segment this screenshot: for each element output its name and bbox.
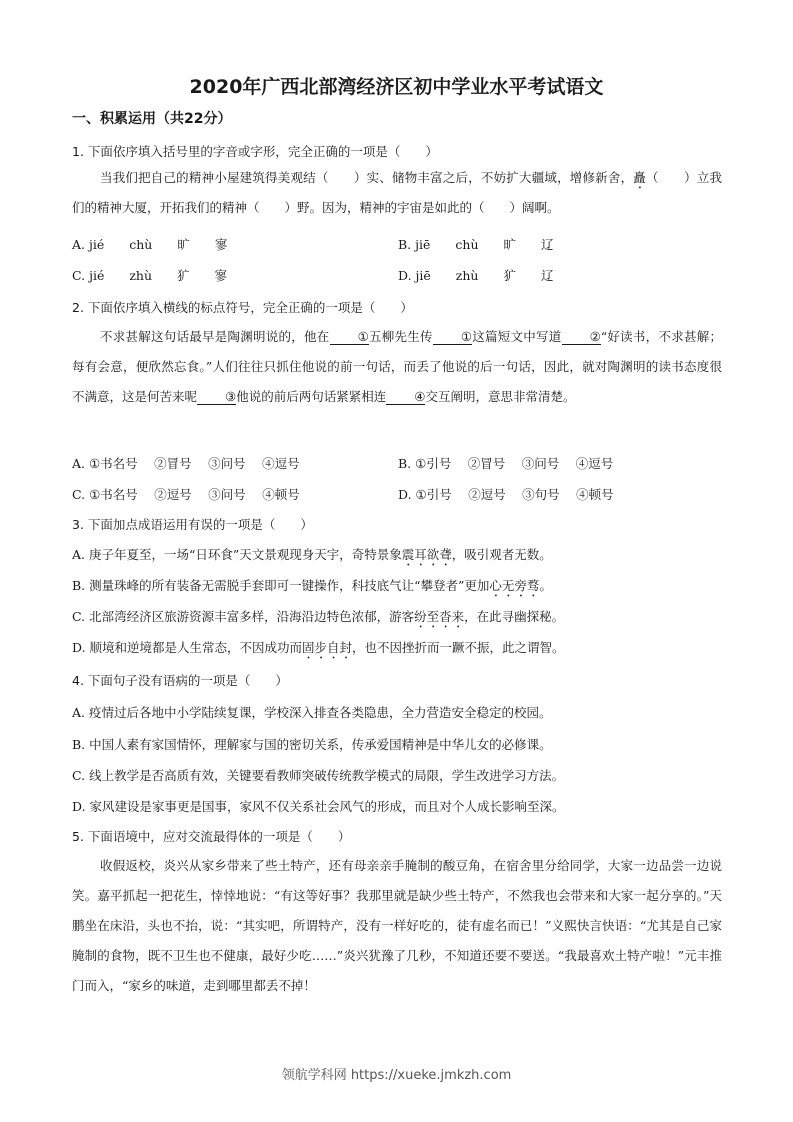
question-1-option-c: C. jié zhù 犷 寥 bbox=[72, 268, 228, 283]
footer-watermark: 领航学科网 https://xueke.jmkzh.com bbox=[281, 1068, 512, 1083]
dotted-idiom-b: 心无旁骛 bbox=[489, 578, 540, 593]
question-1-option-d: D. jiē zhù 犷 辽 bbox=[398, 268, 554, 283]
question-3-stem: 3. 下面加点成语运用有误的一项是（ ） bbox=[72, 517, 313, 532]
question-1-passage: 当我们把自己的精神小屋建筑得美观结（ ）实、储物丰富之后，不妨扩大疆域，增修新舍，矗（ ）立我们的精神大厦，开拓我们的精神（ ）野。因为，精神的宇宙是如此的（ ）阔啊。 bbox=[72, 170, 722, 215]
question-3-option-a: A. 庚子年夏至，一场“日环食”天文景观现身天宇，奇特景象震耳欲聋，吸引观者无数。 bbox=[72, 547, 552, 562]
question-1-stem: 1. 下面依序填入括号里的字音或字形，完全正确的一项是（ ） bbox=[72, 144, 438, 159]
question-2-option-b: B. ①引号 ②冒号 ③问号 ④逗号 bbox=[398, 456, 614, 471]
question-5-passage: 收假返校，炎兴从家乡带来了些土特产，还有母亲亲手腌制的酸豆角，在宿舍里分给同学，大家一边品尝一边说笑。嘉平抓起一把花生，悻悻地说：“有这等好事？我那里就是缺少些土特产，不然我也会带来和大家一起分享的。”天鹏坐在床沿，头也不抬，说：“其实吧，所谓特产，没有一样好吃的，徒有虚名而已！”义熙快言快语：“尤其是自己家腌制的食物，既不卫生也不健康，最好少吃……”炎兴犹豫了几秒，不知道还要不要送。“我最喜欢土特产啦！”元丰推门而入，“家乡的味道，走到哪里都丢不掉！ bbox=[72, 858, 722, 993]
question-2-option-c: C. ①书名号 ②逗号 ③问号 ④顿号 bbox=[72, 487, 300, 502]
blank-3: ③ bbox=[197, 389, 236, 405]
blank-4: ④ bbox=[386, 389, 425, 405]
dotted-idiom-d: 固步自封 bbox=[302, 640, 353, 655]
question-2-stem: 2. 下面依序填入横线的标点符号，完全正确的一项是（ ） bbox=[72, 300, 413, 315]
question-4-option-d: D. 家风建设是家事更是国事，家风不仅关系社会风气的形成，而且对个人成长影响至深。 bbox=[72, 799, 565, 814]
blank-2: ② bbox=[562, 329, 601, 345]
question-1-option-a: A. jié chù 旷 寥 bbox=[72, 237, 228, 252]
question-3-option-d: D. 顺境和逆境都是人生常态，不因成功而固步自封，也不因挫折而一蹶不振，此之谓智。 bbox=[72, 640, 565, 655]
blank-1: ① bbox=[330, 329, 369, 345]
section-heading: 一、积累运用（共22分） bbox=[72, 111, 232, 127]
blank-1b: ① bbox=[433, 329, 472, 345]
question-4-stem: 4. 下面句子没有语病的一项是（ ） bbox=[72, 673, 288, 688]
question-4-option-a: A. 疫情过后各地中小学陆续复课，学校深入排查各类隐患，全力营造安全稳定的校园。 bbox=[72, 705, 552, 720]
question-1-option-b: B. jiē chù 旷 辽 bbox=[398, 237, 554, 252]
question-5-stem: 5. 下面语境中，应对交流最得体的一项是（ ） bbox=[72, 829, 351, 844]
page-title: 2020年广西北部湾经济区初中学业水平考试语文 bbox=[189, 76, 604, 98]
question-2-passage: 不求甚解这句话最早是陶渊明说的，他在 ①五柳先生传 ①这篇短文中写道 ②“好读书，不求甚解；每有会意，便欣然忘食。”人们往往只抓住他说的前一句话，而丢了他说的后一句话，因此，就对陶渊明的读书态度很不满意，这是何苦来呢 ③他说的前后两句话紧紧相连 ④交互阐明，意思非常清楚。 bbox=[72, 329, 722, 404]
dotted-character: 矗 bbox=[633, 170, 646, 185]
question-2-option-a: A. ①书名号 ②冒号 ③问号 ④逗号 bbox=[72, 456, 300, 471]
question-4-option-b: B. 中国人素有家国情怀，理解家与国的密切关系，传承爱国精神是中华儿女的必修课。 bbox=[72, 737, 552, 752]
question-3-option-c: C. 北部湾经济区旅游资源丰富多样，沿海沿边特色浓郁，游客纷至沓来，在此寻幽探秘。 bbox=[72, 609, 565, 624]
dotted-idiom-c: 纷至沓来 bbox=[414, 609, 465, 624]
question-3-option-b: B. 测量珠峰的所有装备无需脱手套即可一键操作，科技底气让“攀登者”更加心无旁骛。 bbox=[72, 578, 552, 593]
dotted-idiom-a: 震耳欲聋 bbox=[401, 547, 452, 562]
question-2-option-d: D. ①引号 ②逗号 ③句号 ④顿号 bbox=[398, 487, 614, 502]
question-4-option-c: C. 线上教学是否高质有效，关键要看教师突破传统教学模式的局限，学生改进学习方法。 bbox=[72, 768, 565, 783]
